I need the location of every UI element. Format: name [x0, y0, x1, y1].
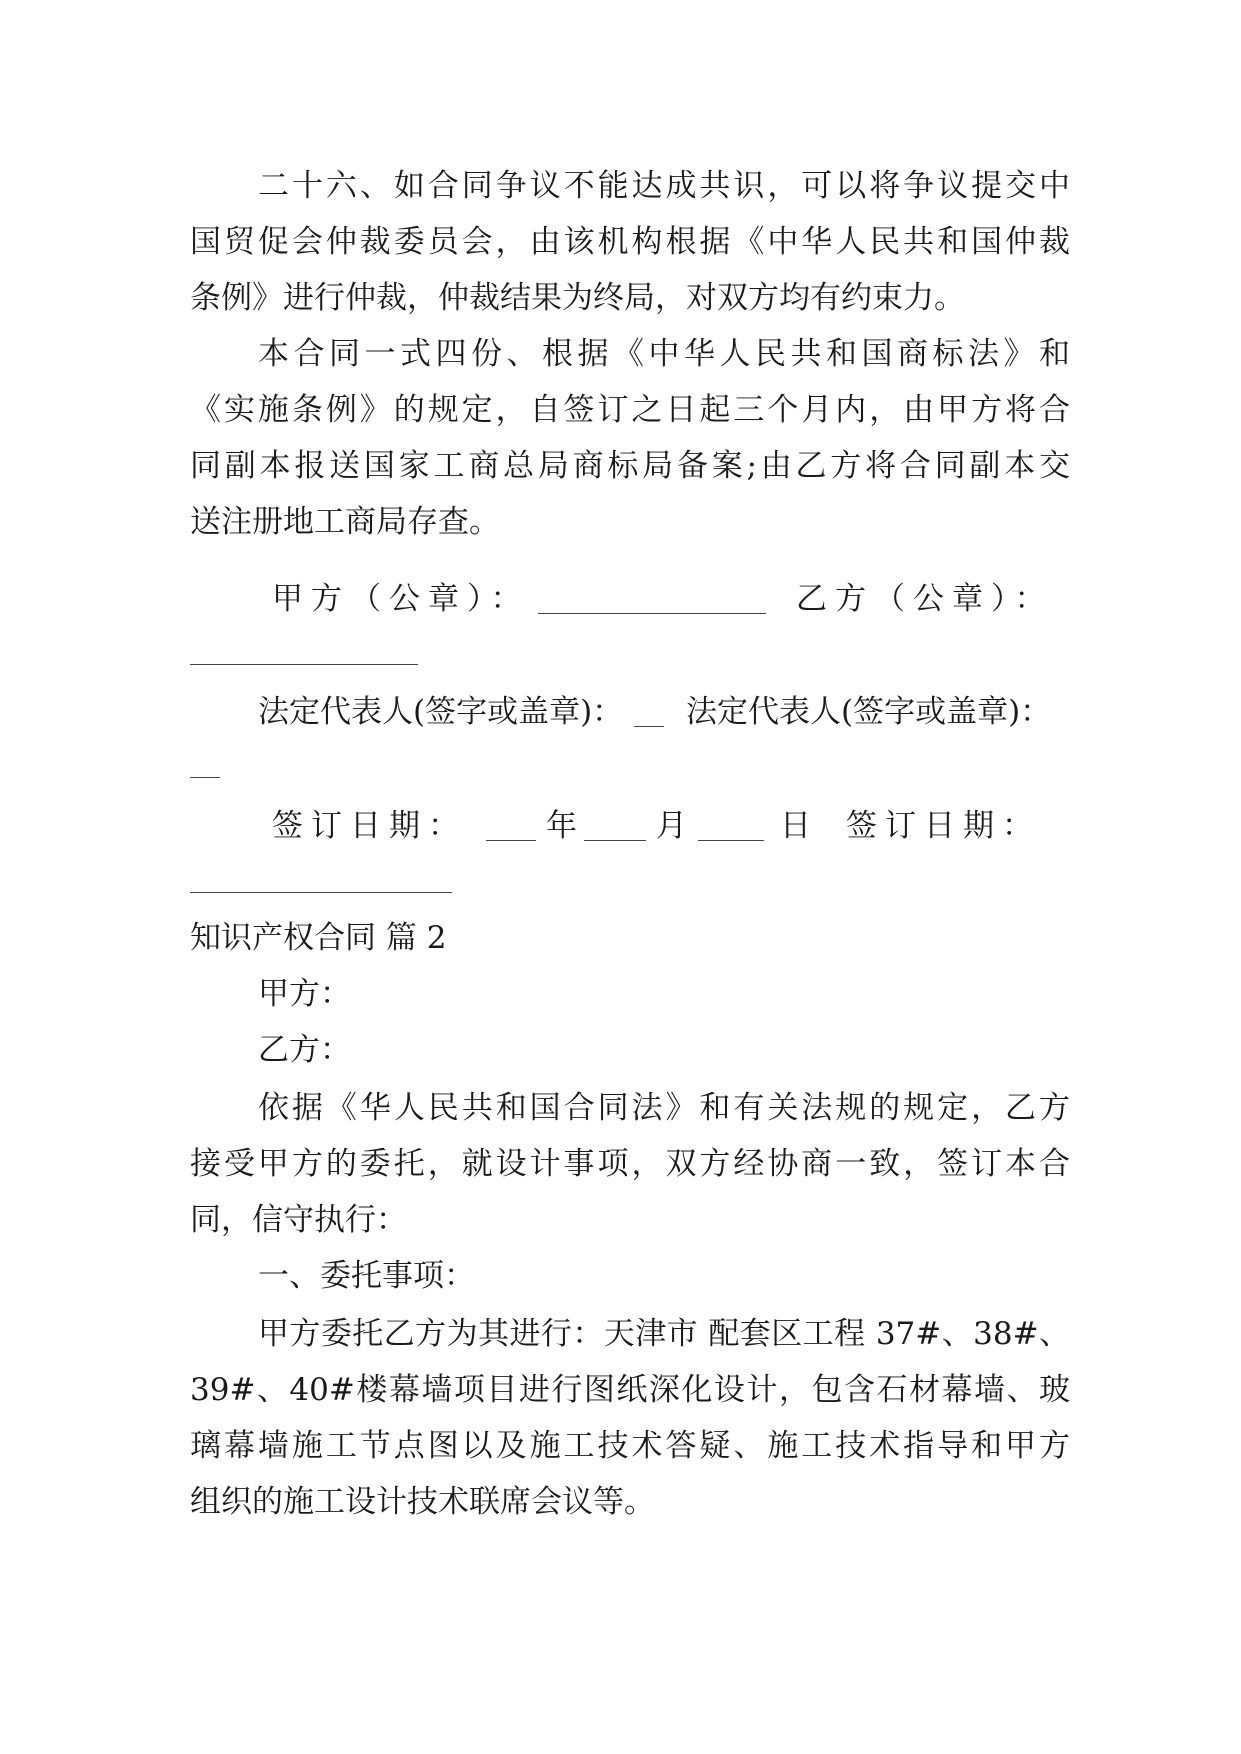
- party-a-label: 甲方：: [258, 976, 351, 1012]
- month-char: 月: [656, 808, 687, 844]
- party-b-seal-blank: [190, 664, 418, 665]
- legal-rep-b-label: 法定代表人(签字或盖章)：: [686, 694, 1052, 730]
- basis-line-3: 同，信守执行：: [190, 1202, 407, 1238]
- party-a-seal-label: 甲方（公章）：: [272, 581, 530, 617]
- legal-rep-a-label: 法定代表人(签字或盖章)：: [258, 694, 624, 730]
- legal-rep-a-blank: [634, 726, 664, 727]
- copies-line-2: 《实施条例》的规定，自签订之日起三个月内，由甲方将合: [190, 392, 1070, 428]
- date-b-label: 签订日期：: [846, 808, 1041, 844]
- day-blank: [698, 840, 764, 841]
- clause-26-line-2: 国贸促会仲裁委员会，由该机构根据《中华人民共和国仲裁: [190, 224, 1070, 260]
- copies-line-3: 同副本报送国家工商总局商标局备案;由乙方将合同副本交: [190, 448, 1070, 484]
- copies-line-4: 送注册地工商局存查。: [190, 504, 500, 540]
- year-blank: [486, 840, 536, 841]
- date-a-label: 签订日期：: [272, 808, 467, 844]
- scope-line-1: 甲方委托乙方为其进行：天津市 配套区工程 37#、38#、: [258, 1316, 1070, 1352]
- party-b-label: 乙方：: [258, 1032, 351, 1068]
- clause-26-line-3: 条例》进行仲裁，仲裁结果为终局，对双方均有约束力。: [190, 280, 965, 316]
- month-blank: [584, 840, 646, 841]
- clause-1-heading: 一、委托事项：: [258, 1258, 475, 1294]
- basis-line-1: 依据《华人民共和国合同法》和有关法规的规定，乙方: [258, 1090, 1070, 1126]
- scope-line-2: 39#、40#楼幕墙项目进行图纸深化设计，包含石材幕墙、玻: [190, 1372, 1070, 1408]
- clause-26-line-1: 二十六、如合同争议不能达成共识，可以将争议提交中: [258, 168, 1070, 204]
- basis-line-2: 接受甲方的委托，就设计事项，双方经协商一致，签订本合: [190, 1146, 1070, 1182]
- date-b-blank: [190, 892, 452, 893]
- legal-rep-b-blank: [190, 777, 220, 778]
- scope-line-4: 组织的施工设计技术联席会议等。: [190, 1484, 655, 1520]
- year-char: 年: [546, 808, 577, 844]
- party-a-seal-blank: [538, 613, 766, 614]
- day-char: 日: [780, 808, 811, 844]
- copies-line-1: 本合同一式四份、根据《中华人民共和国商标法》和: [258, 336, 1070, 372]
- party-b-seal-label: 乙方（公章）：: [796, 581, 1054, 617]
- section-2-heading: 知识产权合同 篇 2: [190, 920, 447, 956]
- scope-line-3: 璃幕墙施工节点图以及施工技术答疑、施工技术指导和甲方: [190, 1428, 1070, 1464]
